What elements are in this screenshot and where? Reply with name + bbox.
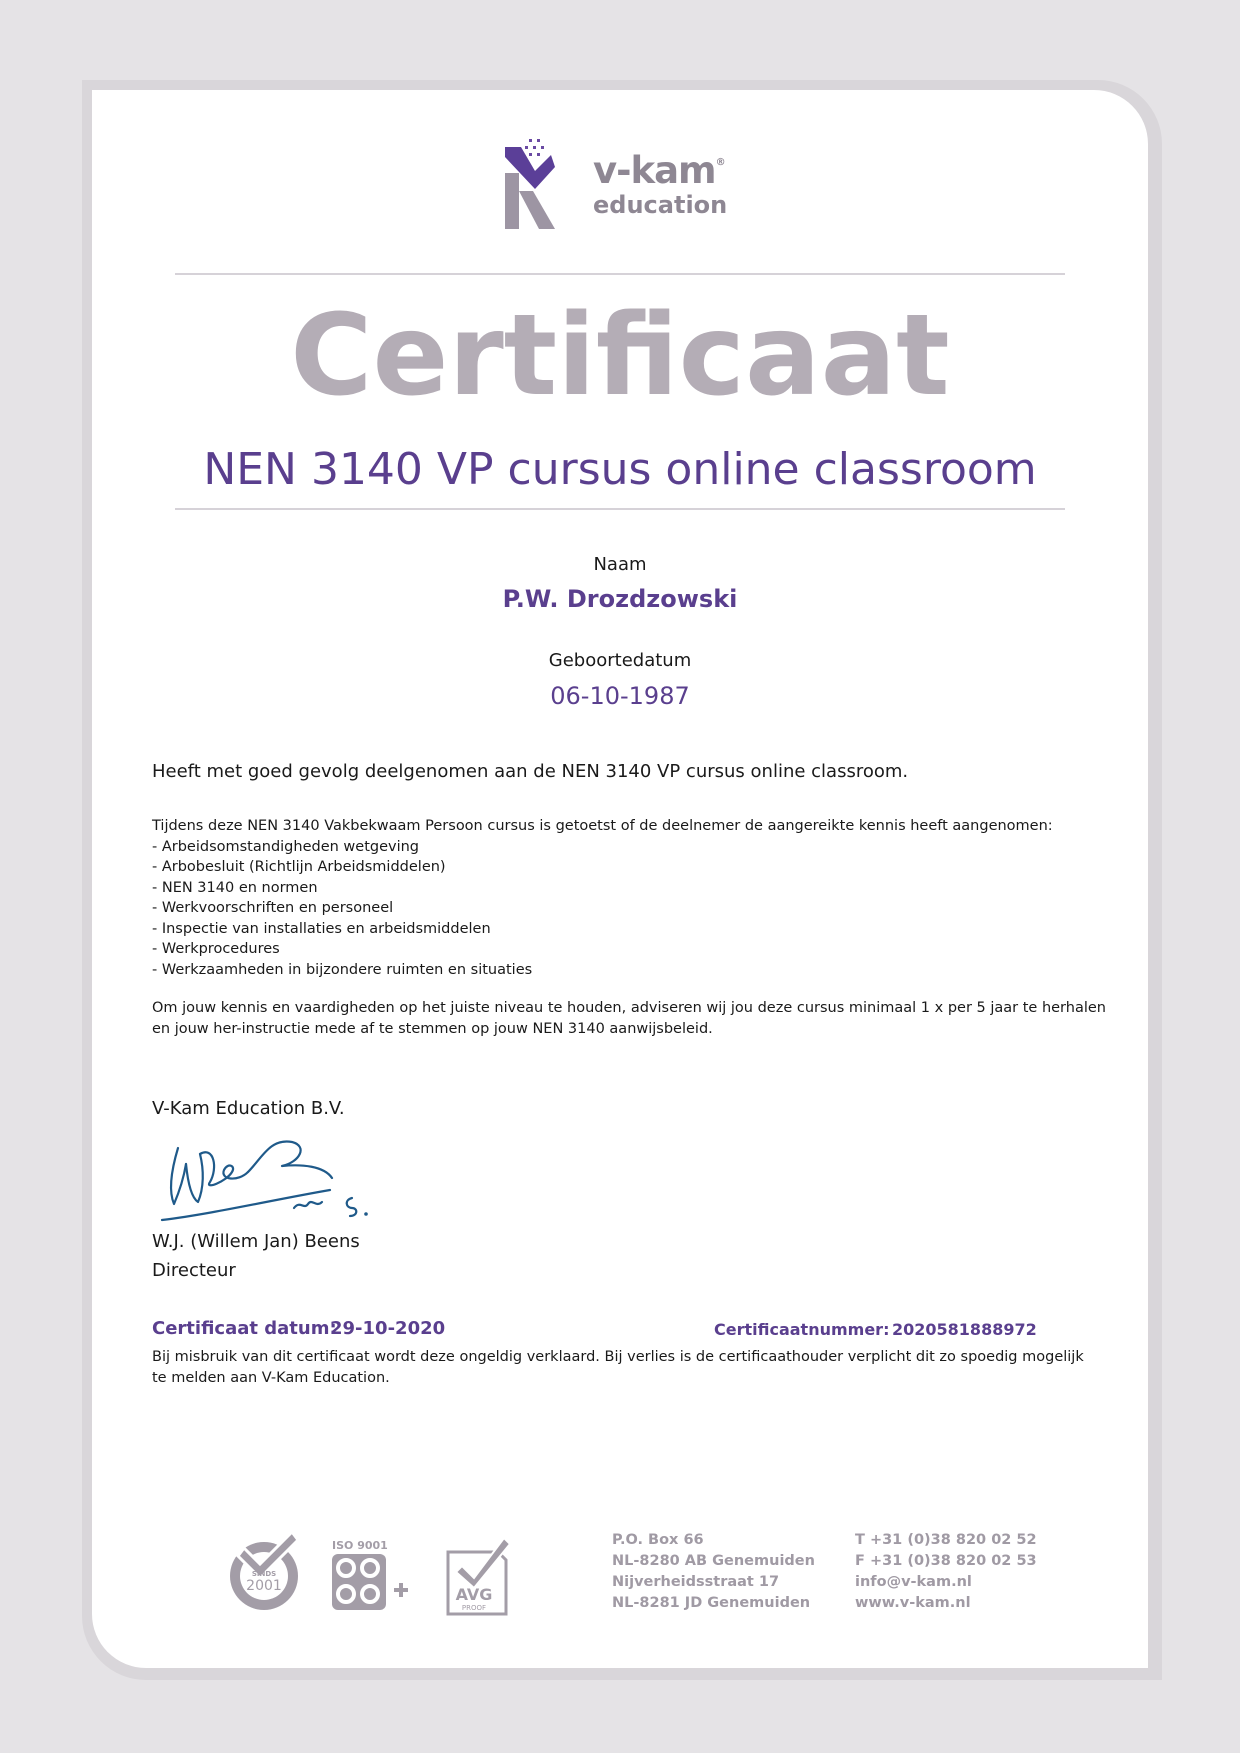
certificate-number-label: Certificaatnummer: [714, 1320, 890, 1339]
course-topic-item: - NEN 3140 en normen [152, 879, 318, 896]
company-name: V-Kam Education B.V. [152, 1098, 345, 1119]
since-label: SINDS [251, 1570, 277, 1578]
vkam-logo [505, 137, 745, 233]
course-topic-item: - Arbeidsomstandigheden wetgeving [152, 838, 420, 855]
signer-name: W.J. (Willem Jan) Beens [152, 1231, 360, 1252]
course-content-lead: Tijdens deze NEN 3140 Vakbekwaam Persoon cursus is getoetst of de deelnemer de aangereikte kennis heeft aangenomen: [152, 818, 1053, 834]
fax-number: F +31 (0)38 820 02 53 [855, 1553, 1037, 1569]
certificate-date-label: Certificaat datum: [152, 1318, 337, 1339]
disclaimer-text: Bij misbruik van dit certificaat wordt deze ongeldig verklaard. Bij verlies is de certificaathouder verplicht dit zo spoedig mogelijk te melden aan V-Kam Education. [152, 1349, 1084, 1386]
course-topic-item: - Inspectie van installaties en arbeidsmiddelen [152, 920, 491, 937]
name-value: P.W. Drozdzowski [502, 585, 738, 613]
title-divider [175, 508, 1065, 510]
address-line: Nijverheidsstraat 17 [612, 1574, 780, 1590]
website-url: www.v-kam.nl [855, 1595, 971, 1611]
name-label: Naam [593, 554, 647, 575]
birthdate-value: 06-10-1987 [550, 682, 690, 710]
iso-label: ISO 9001 [332, 1539, 388, 1552]
logo-sub-text: education [593, 191, 728, 219]
certificate-date-value: 29-10-2020 [330, 1318, 446, 1339]
avg-label: AVG [455, 1585, 493, 1604]
iso-9001-badge-icon [330, 1538, 414, 1614]
course-title: NEN 3140 VP cursus online classroom [203, 444, 1037, 495]
email-address: info@v-kam.nl [855, 1574, 972, 1590]
postal-address [612, 1530, 815, 1614]
course-topic-item: - Werkprocedures [152, 941, 280, 957]
since-year: 2001 [246, 1578, 282, 1594]
avg-sub-label: PROOF [461, 1604, 487, 1612]
logo-brand-text: v-kam® [593, 149, 725, 192]
course-content-block [152, 816, 1112, 980]
address-line: NL-8280 AB Genemuiden [612, 1553, 815, 1569]
address-line: NL-8281 JD Genemuiden [612, 1595, 811, 1611]
signer-role: Directeur [152, 1260, 236, 1281]
handwritten-signature [152, 1128, 382, 1238]
certificate-title: Certificaat [290, 291, 950, 421]
top-divider [175, 273, 1065, 275]
birthdate-label: Geboortedatum [548, 650, 692, 671]
contact-details [855, 1530, 1037, 1614]
phone-number: T +31 (0)38 820 02 52 [855, 1532, 1037, 1548]
course-topic-item: - Werkzaamheden in bijzondere ruimten en situaties [152, 961, 533, 978]
advice-paragraph: Om jouw kennis en vaardigheden op het juiste niveau te houden, adviseren wij jou deze cursus minimaal 1 x per 5 jaar te herhalen en jouw her-instructie mede af te stemmen op jouw NEN 3140 aanwijsbeleid. [152, 1000, 1106, 1037]
since-2001-badge-icon [226, 1530, 302, 1614]
vkam-logo-mark-icon [505, 137, 591, 233]
completion-statement: Heeft met goed gevolg deelgenomen aan de NEN 3140 VP cursus online classroom. [152, 761, 909, 782]
avg-proof-badge-icon [444, 1534, 514, 1616]
course-topic-item: - Werkvoorschriften en personeel [152, 900, 394, 916]
certificate-number-value: 2020581888972 [892, 1320, 1037, 1339]
address-line: P.O. Box 66 [612, 1532, 704, 1548]
course-topic-item: - Arbobesluit (Richtlijn Arbeidsmiddelen) [152, 859, 446, 875]
